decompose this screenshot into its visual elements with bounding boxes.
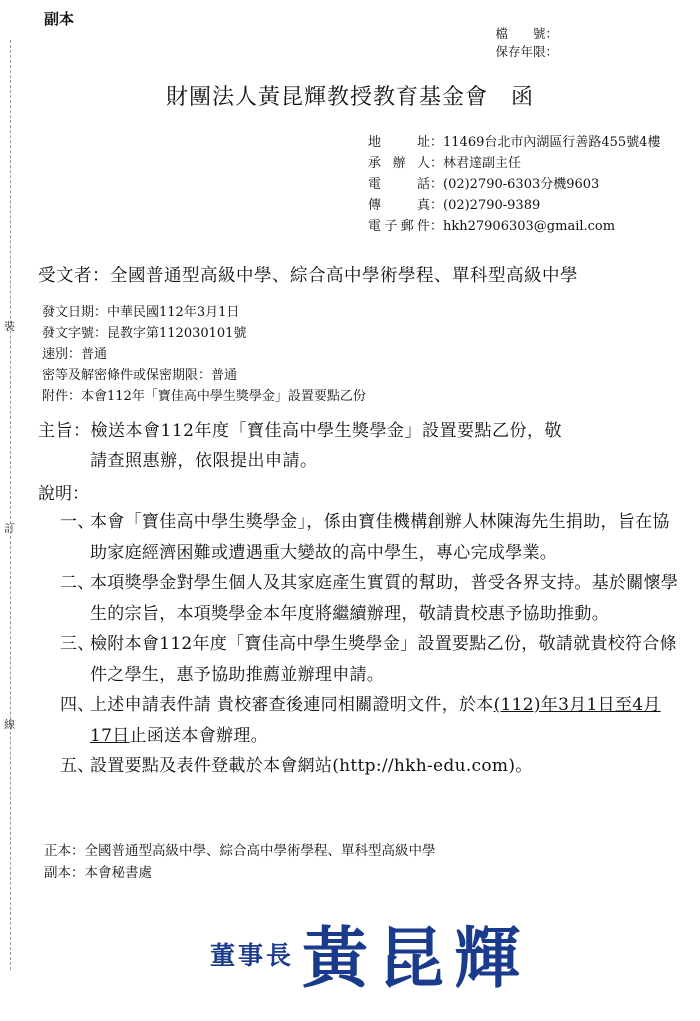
list-item: 五、 設置要點及表件登載於本會網站(http://hkh-edu.com)。	[60, 756, 533, 776]
retention-label: 保存年限：	[495, 44, 558, 59]
binding-line	[10, 40, 11, 970]
deadline-underlined: (112)年3月1日至4月17日	[90, 695, 661, 746]
distribution	[44, 840, 436, 884]
copy-label: 副本	[44, 10, 75, 28]
chairman-title: 董事長	[210, 941, 295, 970]
subject-line-1: 主旨：檢送本會112年度「寶佳高中學生獎學金」設置要點乙份，敬	[38, 421, 562, 441]
contact-block	[368, 132, 660, 237]
list-item: 三、 檢附本會112年度「寶佳高中學生獎學金」設置要點乙份，敬請就貴校符合條件之學生，惠予協助推薦並辦理申請。	[60, 634, 677, 685]
original-to: 正本：全國普通型高級中學、綜合高中學術學程、單科型高級中學	[44, 843, 436, 859]
recipient: 受文者：全國普通型高級中學、綜合高中學術學程、單科型高級中學	[38, 266, 578, 286]
contact-handler: 承辦人：林君達副主任	[368, 156, 522, 171]
send-date: 發文日期：中華民國112年3月1日	[42, 305, 240, 320]
contact-fax: 傳真：(02)2790-9389	[368, 198, 541, 213]
subject-line-2: 請查照惠辦，依限提出申請。	[90, 451, 318, 471]
classification: 密等及解密條件或保密期限：普通	[42, 368, 238, 383]
document-title: 財團法人黃昆輝教授教育基金會 函	[165, 85, 534, 110]
binding-mark-2: 訂	[4, 522, 15, 535]
send-info	[42, 302, 366, 407]
list-item: 一、 本會「寶佳高中學生獎學金」，係由寶佳機構創辦人林陳海先生捐助，旨在協助家庭經濟困難或遭遇重大變故的高中學生，專心完成學業。	[60, 512, 670, 563]
send-number: 發文字號：昆教字第112030101號	[42, 326, 247, 341]
copy-to: 副本：本會秘書處	[44, 865, 152, 881]
chairman-signature-seal: 黃昆輝	[302, 919, 530, 997]
file-number-label: 檔 號：	[495, 26, 558, 41]
explanation-list	[60, 507, 680, 782]
contact-address: 地址：11469台北市內湖區行善路455號4樓	[368, 135, 661, 150]
binding-mark-1: 裝	[4, 320, 15, 333]
contact-phone: 電話：(02)2790-6303分機9603	[368, 177, 600, 192]
attachment: 附件：本會112年「寶佳高中學生獎學金」設置要點乙份	[42, 389, 366, 404]
contact-email: 電子郵件：hkh27906303@gmail.com	[368, 219, 616, 234]
list-item: 二、 本項獎學金對學生個人及其家庭產生實質的幫助，普受各界支持。基於關懷學生的宗旨，本項獎學金本年度將繼續辦理，敬請貴校惠予協助推動。	[60, 573, 679, 624]
subject	[38, 416, 562, 476]
explanation-heading: 說明：	[38, 484, 89, 504]
binding-mark-3: 線	[4, 718, 15, 731]
list-item: 四、 上述申請表件請 貴校審查後連同相關證明文件，於本(112)年3月1日至4月17日止函送本會辦理。	[60, 695, 661, 746]
speed: 速別：普通	[42, 347, 108, 362]
